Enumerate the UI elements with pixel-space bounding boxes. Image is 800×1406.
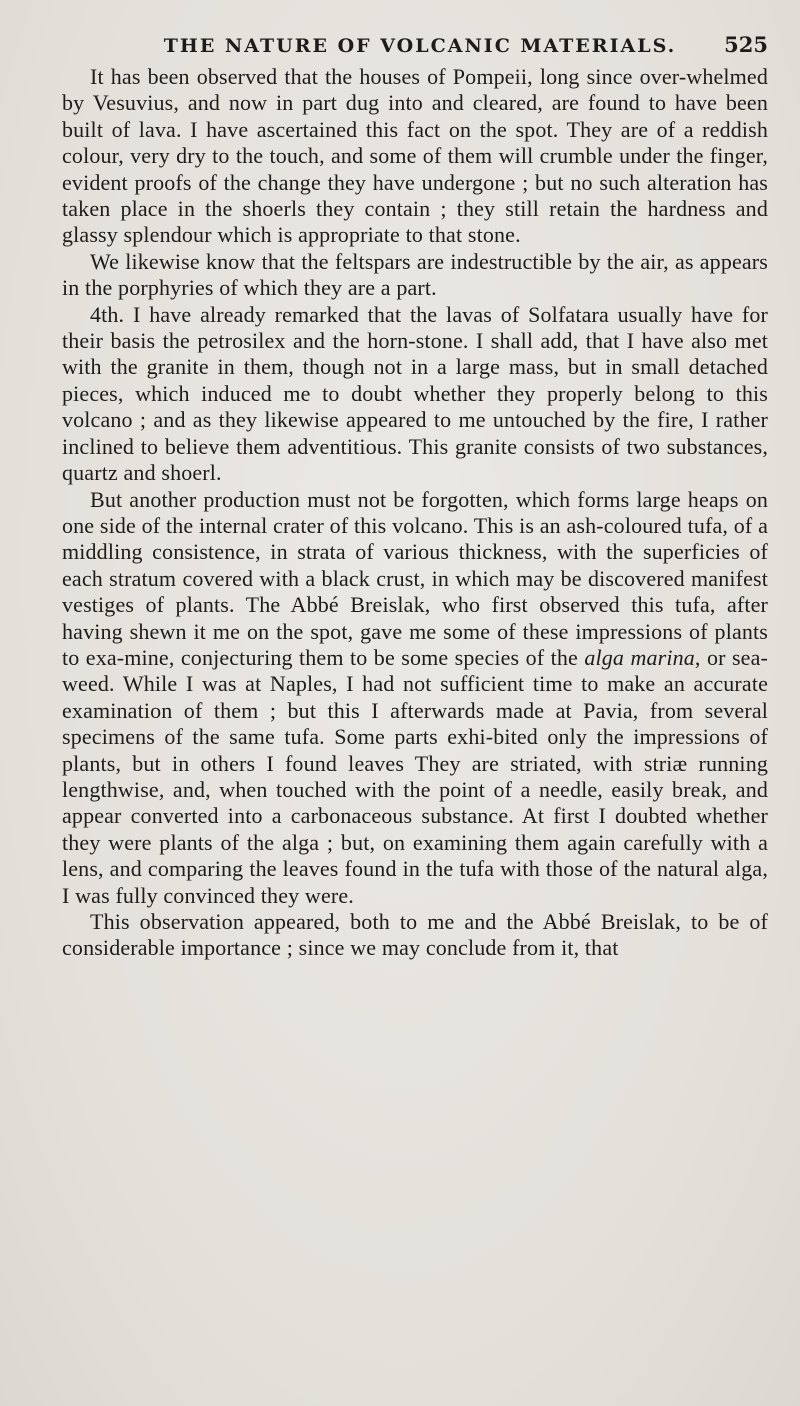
paragraph-tufa	[62, 487, 768, 910]
tufa-text-after: , or sea-weed. While I was at Naples, I had not sufficient time to make an accurate examination of them ; but this I afterwards made at Pavia, from several specimens of the same tufa. Some parts exhi-bited only the impressions of plants, but in others I found leaves They are striated, with striæ running lengthwise, and, when touched with the point of a needle, easily break, and appear converted into a carbonaceous substance. At first I doubted whether they were plants of the alga ; but, on examining them again carefully with a lens, and comparing the leaves found in the tufa with those of the natural alga, I was fully convinced they were.	[62, 644, 768, 908]
paragraph-observation: This observation appeared, both to me and the Abbé Breislak, to be of considerable importance ; since we may conclude from it, that	[62, 909, 768, 961]
book-page	[62, 32, 768, 962]
paragraph-solfatara: 4th. I have already remarked that the lavas of Solfatara usually have for their basis the petrosilex and the horn-stone. I shall add, that I have also met with the granite in them, though not in a large mass, but in small detached pieces, which induced me to doubt whether they properly belong to this volcano ; and as they likewise appeared to me untouched by the fire, I rather inclined to believe them adventitious. This granite consists of two substances, quartz and shoerl.	[62, 301, 768, 486]
tufa-italic-term: alga marina	[584, 644, 695, 670]
tufa-text-before: But another production must not be forgotten, which forms large heaps on one side of the internal crater of this volcano. This is an ash-coloured tufa, of a middling consistence, in strata of various thickness, with the superficies of each stratum covered with a black crust, in which may be discovered manifest vestiges of plants. The Abbé Breislak, who first observed this tufa, after having shewn it me on the spot, gave me some of these impressions of plants to exa-mine, conjecturing them to be some species of the	[62, 486, 768, 670]
page-number: 525	[724, 32, 768, 57]
running-title: THE NATURE OF VOLCANIC MATERIALS.	[163, 35, 677, 57]
body-text	[62, 64, 768, 962]
running-head	[62, 32, 768, 62]
paragraph-pompeii: It has been observed that the houses of Pompeii, long since over-whelmed by Vesuvius, and now in part dug into and cleared, are found to have been built of lava. I have ascertained this fact on the spot. They are of a reddish colour, very dry to the touch, and some of them will crumble under the finger, evident proofs of the change they have undergone ; but no such alteration has taken place in the shoerls they contain ; they still retain the hardness and glassy splendour which is appropriate to that stone.	[62, 64, 768, 248]
paragraph-feltspars: We likewise know that the feltspars are indestructible by the air, as appears in the porphyries of which they are a part.	[62, 248, 768, 301]
